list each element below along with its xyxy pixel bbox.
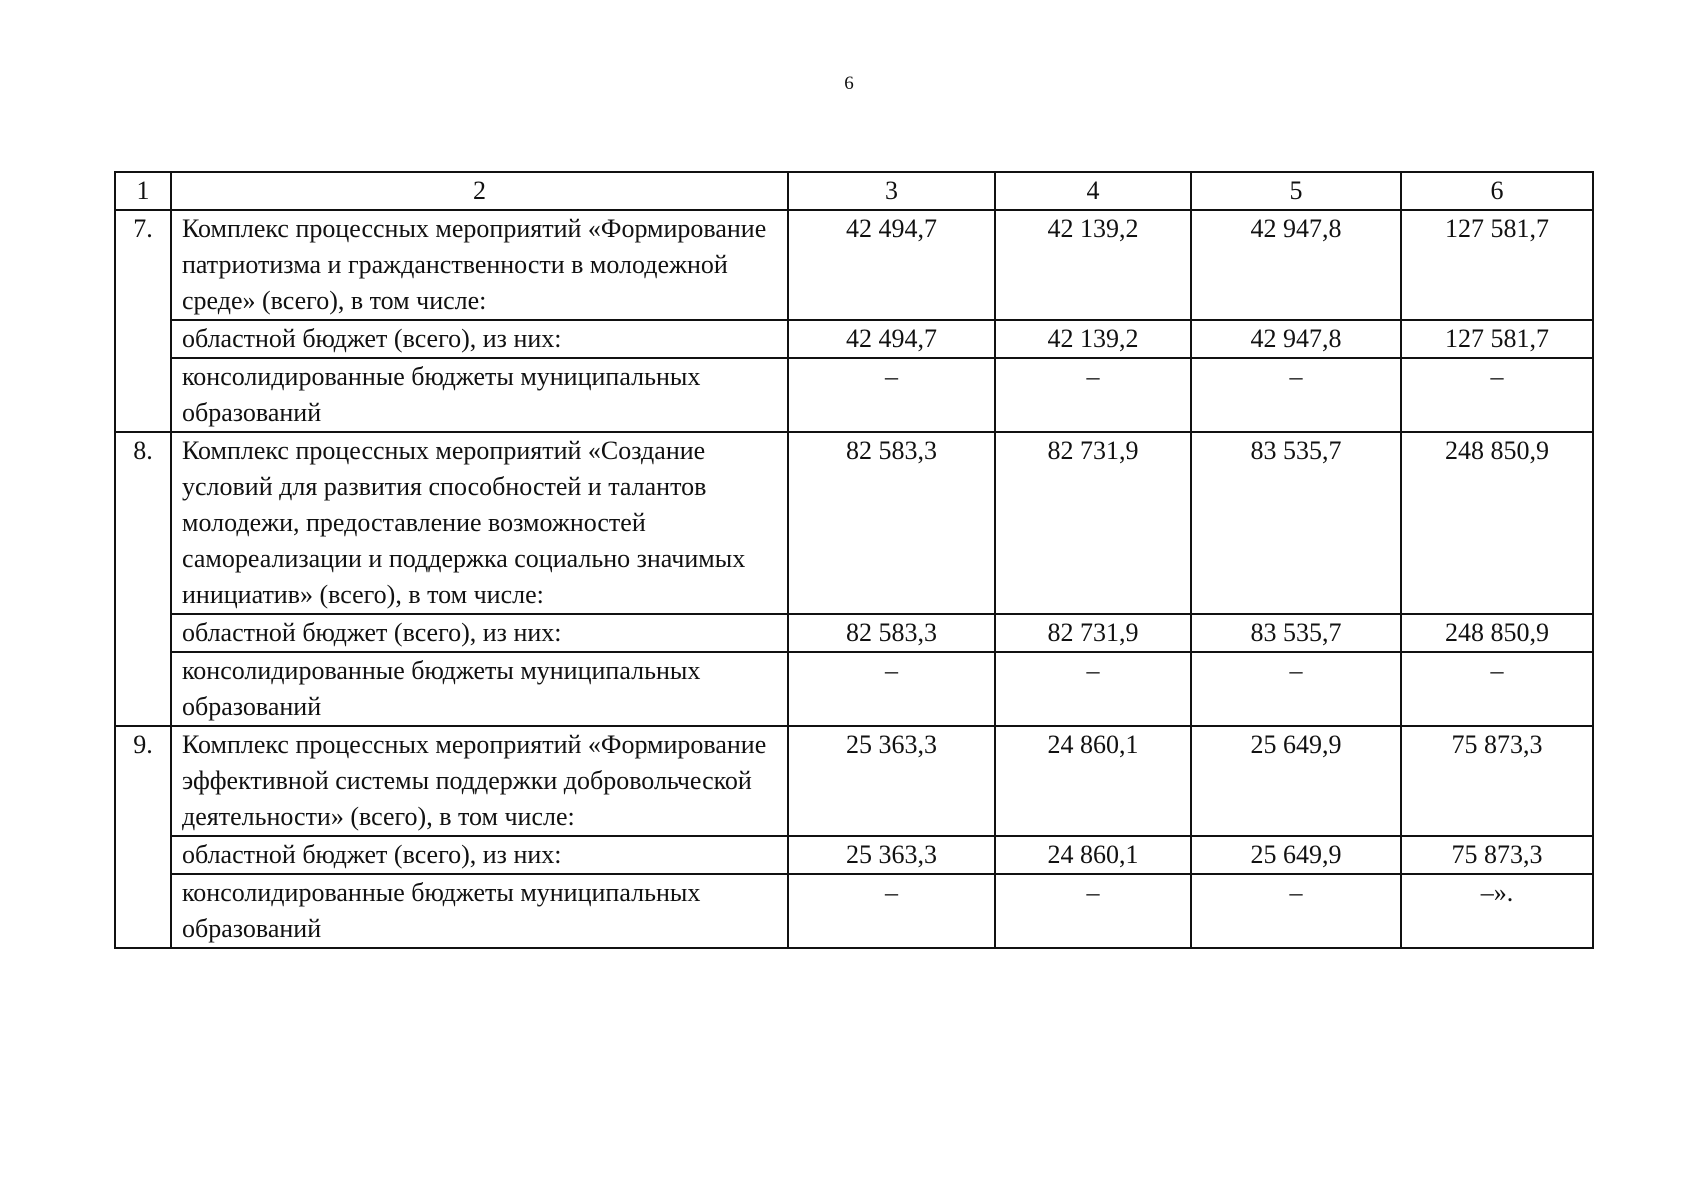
value-cell: 75 873,3 bbox=[1401, 836, 1593, 874]
value-cell: 42 947,8 bbox=[1191, 210, 1401, 320]
value-cell: 42 139,2 bbox=[995, 320, 1191, 358]
value-cell: 83 535,7 bbox=[1191, 432, 1401, 614]
value-cell: 42 947,8 bbox=[1191, 320, 1401, 358]
table-row bbox=[115, 726, 1593, 836]
row-label: консолидированные бюджеты муниципальных образований bbox=[171, 358, 788, 432]
value-cell: – bbox=[788, 358, 995, 432]
table-row bbox=[115, 320, 1593, 358]
value-cell: 25 649,9 bbox=[1191, 726, 1401, 836]
table-row bbox=[115, 652, 1593, 726]
table-row bbox=[115, 358, 1593, 432]
page-number: 6 bbox=[844, 73, 854, 94]
value-cell: 127 581,7 bbox=[1401, 320, 1593, 358]
value-cell: – bbox=[1191, 874, 1401, 948]
value-cell: 25 363,3 bbox=[788, 726, 995, 836]
column-header: 2 bbox=[171, 172, 788, 210]
value-cell: 82 731,9 bbox=[995, 614, 1191, 652]
value-cell: – bbox=[1401, 652, 1593, 726]
value-cell: – bbox=[995, 652, 1191, 726]
row-index: 9. bbox=[115, 726, 171, 948]
value-cell: 25 649,9 bbox=[1191, 836, 1401, 874]
table-row bbox=[115, 432, 1593, 614]
row-label: Комплекс процессных мероприятий «Формирование эффективной системы поддержки добровольческой деятельности» (всего), в том числе: bbox=[171, 726, 788, 836]
table-row bbox=[115, 836, 1593, 874]
value-cell: 248 850,9 bbox=[1401, 432, 1593, 614]
table-row bbox=[115, 210, 1593, 320]
column-header: 3 bbox=[788, 172, 995, 210]
row-label: Комплекс процессных мероприятий «Формирование патриотизма и гражданственности в молодежной среде» (всего), в том числе: bbox=[171, 210, 788, 320]
value-cell: 82 583,3 bbox=[788, 432, 995, 614]
value-cell: 24 860,1 bbox=[995, 836, 1191, 874]
value-cell: 127 581,7 bbox=[1401, 210, 1593, 320]
row-index: 8. bbox=[115, 432, 171, 726]
value-cell: – bbox=[995, 358, 1191, 432]
value-cell: 42 494,7 bbox=[788, 320, 995, 358]
row-label: областной бюджет (всего), из них: bbox=[171, 614, 788, 652]
row-label: консолидированные бюджеты муниципальных образований bbox=[171, 874, 788, 948]
row-label: областной бюджет (всего), из них: bbox=[171, 836, 788, 874]
table-row bbox=[115, 614, 1593, 652]
row-label: Комплекс процессных мероприятий «Создание условий для развития способностей и талантов молодежи, предоставление возможностей самореализации и поддержка социально значимых инициатив» (всего), в том числе: bbox=[171, 432, 788, 614]
value-cell: 42 494,7 bbox=[788, 210, 995, 320]
column-header: 5 bbox=[1191, 172, 1401, 210]
value-cell: 75 873,3 bbox=[1401, 726, 1593, 836]
value-cell: – bbox=[788, 652, 995, 726]
column-header: 4 bbox=[995, 172, 1191, 210]
row-label: консолидированные бюджеты муниципальных образований bbox=[171, 652, 788, 726]
value-cell: –». bbox=[1401, 874, 1593, 948]
value-cell: 42 139,2 bbox=[995, 210, 1191, 320]
value-cell: – bbox=[995, 874, 1191, 948]
value-cell: 82 583,3 bbox=[788, 614, 995, 652]
column-header: 6 bbox=[1401, 172, 1593, 210]
row-label: областной бюджет (всего), из них: bbox=[171, 320, 788, 358]
budget-table bbox=[114, 171, 1594, 949]
value-cell: – bbox=[788, 874, 995, 948]
row-index: 7. bbox=[115, 210, 171, 432]
table-header-row bbox=[115, 172, 1593, 210]
column-header: 1 bbox=[115, 172, 171, 210]
value-cell: – bbox=[1401, 358, 1593, 432]
value-cell: 83 535,7 bbox=[1191, 614, 1401, 652]
value-cell: 248 850,9 bbox=[1401, 614, 1593, 652]
value-cell: 25 363,3 bbox=[788, 836, 995, 874]
value-cell: – bbox=[1191, 358, 1401, 432]
table-row bbox=[115, 874, 1593, 948]
value-cell: 82 731,9 bbox=[995, 432, 1191, 614]
value-cell: – bbox=[1191, 652, 1401, 726]
value-cell: 24 860,1 bbox=[995, 726, 1191, 836]
